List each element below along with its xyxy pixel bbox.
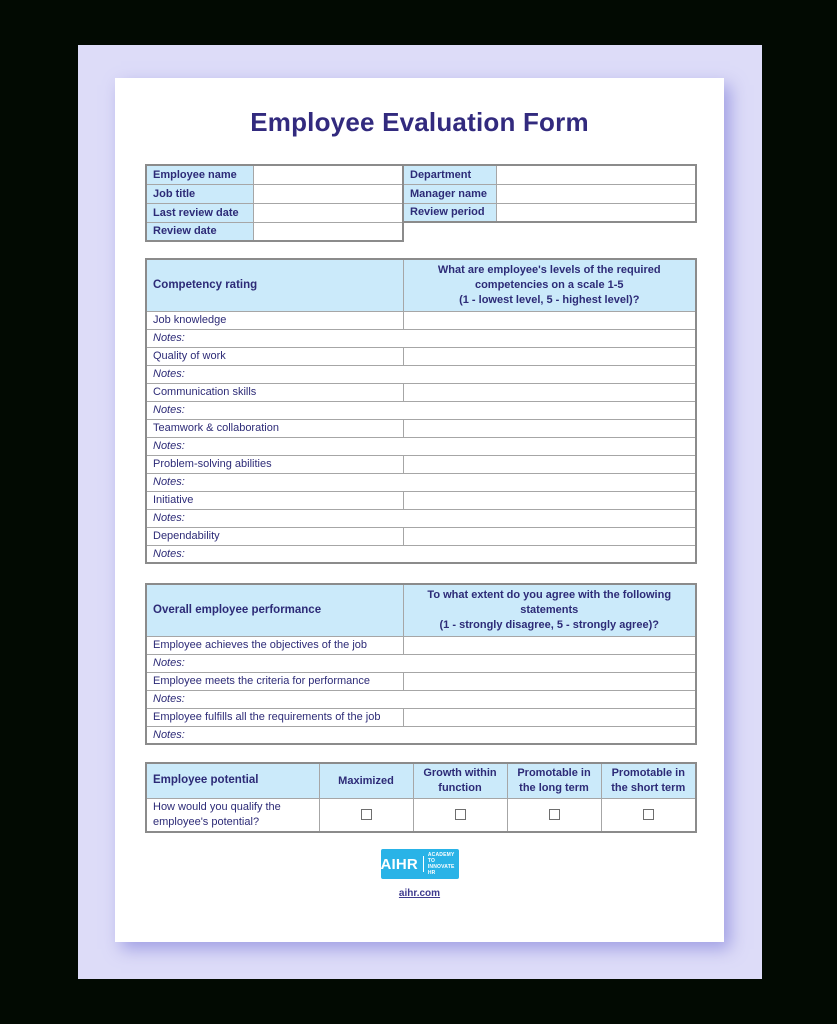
review-period-label: Review period (403, 203, 496, 222)
employee-potential-table (145, 762, 697, 833)
potential-question: How would you qualify the employee's potential? (146, 798, 319, 832)
notes-field[interactable]: Notes: (146, 654, 696, 672)
aihr-logo-tagline (428, 852, 459, 876)
column-header-growth-within-function: Growth within function (413, 763, 507, 798)
table-row (146, 672, 696, 690)
checkbox-cell-growth-within-function[interactable] (413, 798, 507, 832)
department-field[interactable] (496, 165, 696, 184)
table-header-row (146, 259, 696, 311)
competency-label: Problem-solving abilities (146, 455, 403, 473)
competency-rating-header: Competency rating (146, 259, 403, 311)
notes-row (146, 545, 696, 563)
rating-field[interactable] (403, 419, 696, 437)
notes-field[interactable]: Notes: (146, 473, 696, 491)
column-header-promotable-short-term: Promotable in the short term (601, 763, 696, 798)
table-row (146, 383, 696, 401)
competency-rating-table (145, 258, 697, 564)
manager-name-label: Manager name (403, 184, 496, 203)
aihr-com-link[interactable]: aihr.com (398, 888, 441, 899)
notes-field[interactable]: Notes: (146, 509, 696, 527)
employee-potential-header: Employee potential (146, 763, 319, 798)
checkbox-maximized[interactable] (361, 809, 372, 820)
table-row (146, 491, 696, 509)
employee-info-table-right (402, 164, 697, 223)
notes-field[interactable]: Notes: (146, 401, 696, 419)
checkbox-promotable-short-term[interactable] (643, 809, 654, 820)
competency-scale-header (403, 259, 696, 311)
form-page (115, 78, 724, 942)
rating-field[interactable] (403, 455, 696, 473)
overall-performance-header: Overall employee performance (146, 584, 403, 636)
column-header-promotable-long-term: Promotable in the long term (507, 763, 601, 798)
table-row (146, 165, 403, 184)
competency-label: Teamwork & collaboration (146, 419, 403, 437)
rating-field[interactable] (403, 311, 696, 329)
performance-statement: Employee achieves the objectives of the job (146, 636, 403, 654)
table-row (146, 222, 403, 241)
performance-statement: Employee meets the criteria for performance (146, 672, 403, 690)
rating-field[interactable] (403, 347, 696, 365)
logo-divider (423, 856, 424, 872)
competency-label: Job knowledge (146, 311, 403, 329)
performance-scale-legend: (1 - strongly disagree, 5 - strongly agree)? (439, 618, 659, 631)
checkbox-growth-within-function[interactable] (455, 809, 466, 820)
notes-row (146, 365, 696, 383)
table-row (403, 165, 696, 184)
aihr-logo (381, 849, 459, 879)
rating-field[interactable] (403, 527, 696, 545)
logo-tagline-line2: INNOVATE HR (427, 864, 455, 876)
checkbox-promotable-long-term[interactable] (549, 809, 560, 820)
rating-field[interactable] (403, 636, 696, 654)
notes-row (146, 509, 696, 527)
review-date-label: Review date (146, 222, 253, 241)
table-row (403, 203, 696, 222)
site-link-wrapper (115, 883, 724, 901)
notes-row (146, 654, 696, 672)
page-title: Employee Evaluation Form (250, 107, 589, 137)
table-header-row (146, 584, 696, 636)
table-row (146, 455, 696, 473)
notes-row (146, 726, 696, 744)
department-label: Department (403, 165, 496, 184)
employee-name-field[interactable] (253, 165, 403, 184)
notes-field[interactable]: Notes: (146, 437, 696, 455)
job-title-label: Job title (146, 184, 253, 203)
table-row (146, 203, 403, 222)
checkbox-cell-promotable-long-term[interactable] (507, 798, 601, 832)
table-row (146, 347, 696, 365)
competency-label: Dependability (146, 527, 403, 545)
rating-field[interactable] (403, 383, 696, 401)
notes-row (146, 401, 696, 419)
table-row (146, 798, 696, 832)
notes-row (146, 329, 696, 347)
table-header-row (146, 763, 696, 798)
logo-tagline-line1: ACADEMY TO (427, 852, 455, 864)
overall-performance-table (145, 583, 697, 745)
competency-scale-question: What are employee's levels of the required competencies on a scale 1-5 (437, 264, 661, 291)
table-row (146, 527, 696, 545)
notes-field[interactable]: Notes: (146, 365, 696, 383)
review-period-field[interactable] (496, 203, 696, 222)
checkbox-cell-maximized[interactable] (319, 798, 413, 832)
employee-info-table-left (145, 164, 404, 242)
competency-label: Communication skills (146, 383, 403, 401)
notes-row (146, 437, 696, 455)
column-header-maximized: Maximized (319, 763, 413, 798)
rating-field[interactable] (403, 491, 696, 509)
lavender-frame (78, 45, 762, 979)
last-review-date-label: Last review date (146, 203, 253, 222)
review-date-field[interactable] (253, 222, 403, 241)
table-row (146, 636, 696, 654)
notes-field[interactable]: Notes: (146, 545, 696, 563)
competency-label: Initiative (146, 491, 403, 509)
job-title-field[interactable] (253, 184, 403, 203)
notes-field[interactable]: Notes: (146, 329, 696, 347)
manager-name-field[interactable] (496, 184, 696, 203)
table-row (146, 708, 696, 726)
performance-scale-header (403, 584, 696, 636)
last-review-date-field[interactable] (253, 203, 403, 222)
table-row (146, 419, 696, 437)
notes-field[interactable]: Notes: (146, 690, 696, 708)
notes-row (146, 690, 696, 708)
aihr-logo-text: AIHR (380, 855, 418, 873)
notes-field[interactable]: Notes: (146, 726, 696, 744)
employee-name-label: Employee name (146, 165, 253, 184)
notes-row (146, 473, 696, 491)
rating-field[interactable] (403, 672, 696, 690)
competency-label: Quality of work (146, 347, 403, 365)
performance-scale-question: To what extent do you agree with the following statements (427, 589, 672, 616)
competency-scale-legend: (1 - lowest level, 5 - highest level)? (459, 293, 640, 306)
checkbox-cell-promotable-short-term[interactable] (601, 798, 696, 832)
performance-statement: Employee fulfills all the requirements of the job (146, 708, 403, 726)
rating-field[interactable] (403, 708, 696, 726)
table-row (403, 184, 696, 203)
table-row (146, 184, 403, 203)
table-row (146, 311, 696, 329)
